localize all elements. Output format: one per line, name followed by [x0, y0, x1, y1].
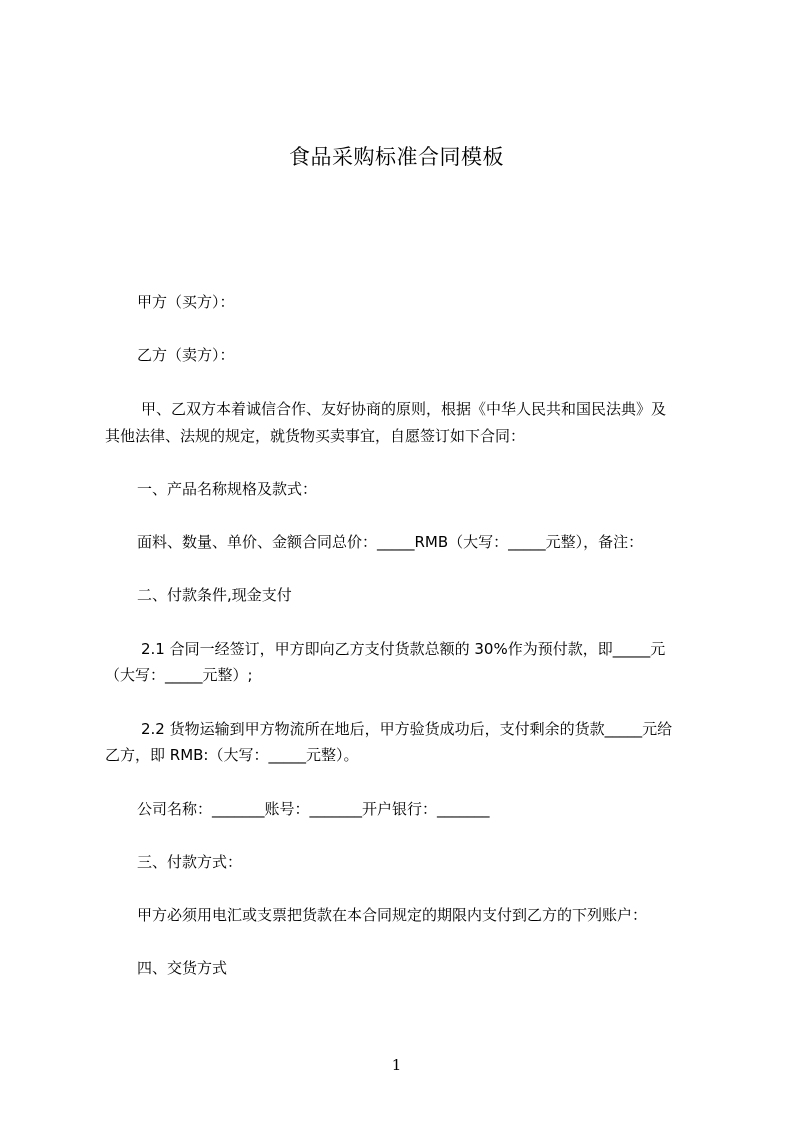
clause-2-1-line-2: （大写：_____元整）; [105, 666, 253, 684]
party-b-line: 乙方（卖方）： [137, 346, 235, 364]
clause-2-2-line-2: 乙方，即 RMB:（大写：_____元整）。 [105, 746, 359, 764]
section-1-heading: 一、产品名称规格及款式： [137, 480, 318, 498]
clause-2-1-line-1: 2.1 合同一经签订，甲方即向乙方支付货款总额的 30%作为预付款，即_____元 [141, 640, 666, 658]
section-4-heading: 四、交货方式 [137, 959, 228, 977]
page-number: 1 [391, 1056, 402, 1074]
party-a-line: 甲方（买方）： [137, 293, 235, 311]
document-title: 食品采购标准合同模板 [289, 145, 504, 169]
preamble-line-1: 甲、乙双方本着诚信合作、友好协商的原则，根据《中华人民共和国民法典》及 [141, 400, 667, 418]
section-3-heading: 三、付款方式： [137, 853, 243, 871]
section-1-body: 面料、数量、单价、金额合同总价：_____RMB（大写：_____元整），备注： [137, 533, 644, 551]
company-info-line: 公司名称：_______账号：_______开户银行：_______ [137, 800, 490, 818]
clause-2-2-line-1: 2.2 货物运输到甲方物流所在地后，甲方验货成功后，支付剩余的货款_____元给 [141, 720, 673, 738]
preamble-line-2: 其他法律、法规的规定，就货物买卖事宜，自愿签订如下合同： [105, 427, 526, 445]
section-3-body: 甲方必须用电汇或支票把货款在本合同规定的期限内支付到乙方的下列账户： [137, 906, 648, 924]
section-2-heading: 二、付款条件,现金支付 [137, 586, 292, 604]
